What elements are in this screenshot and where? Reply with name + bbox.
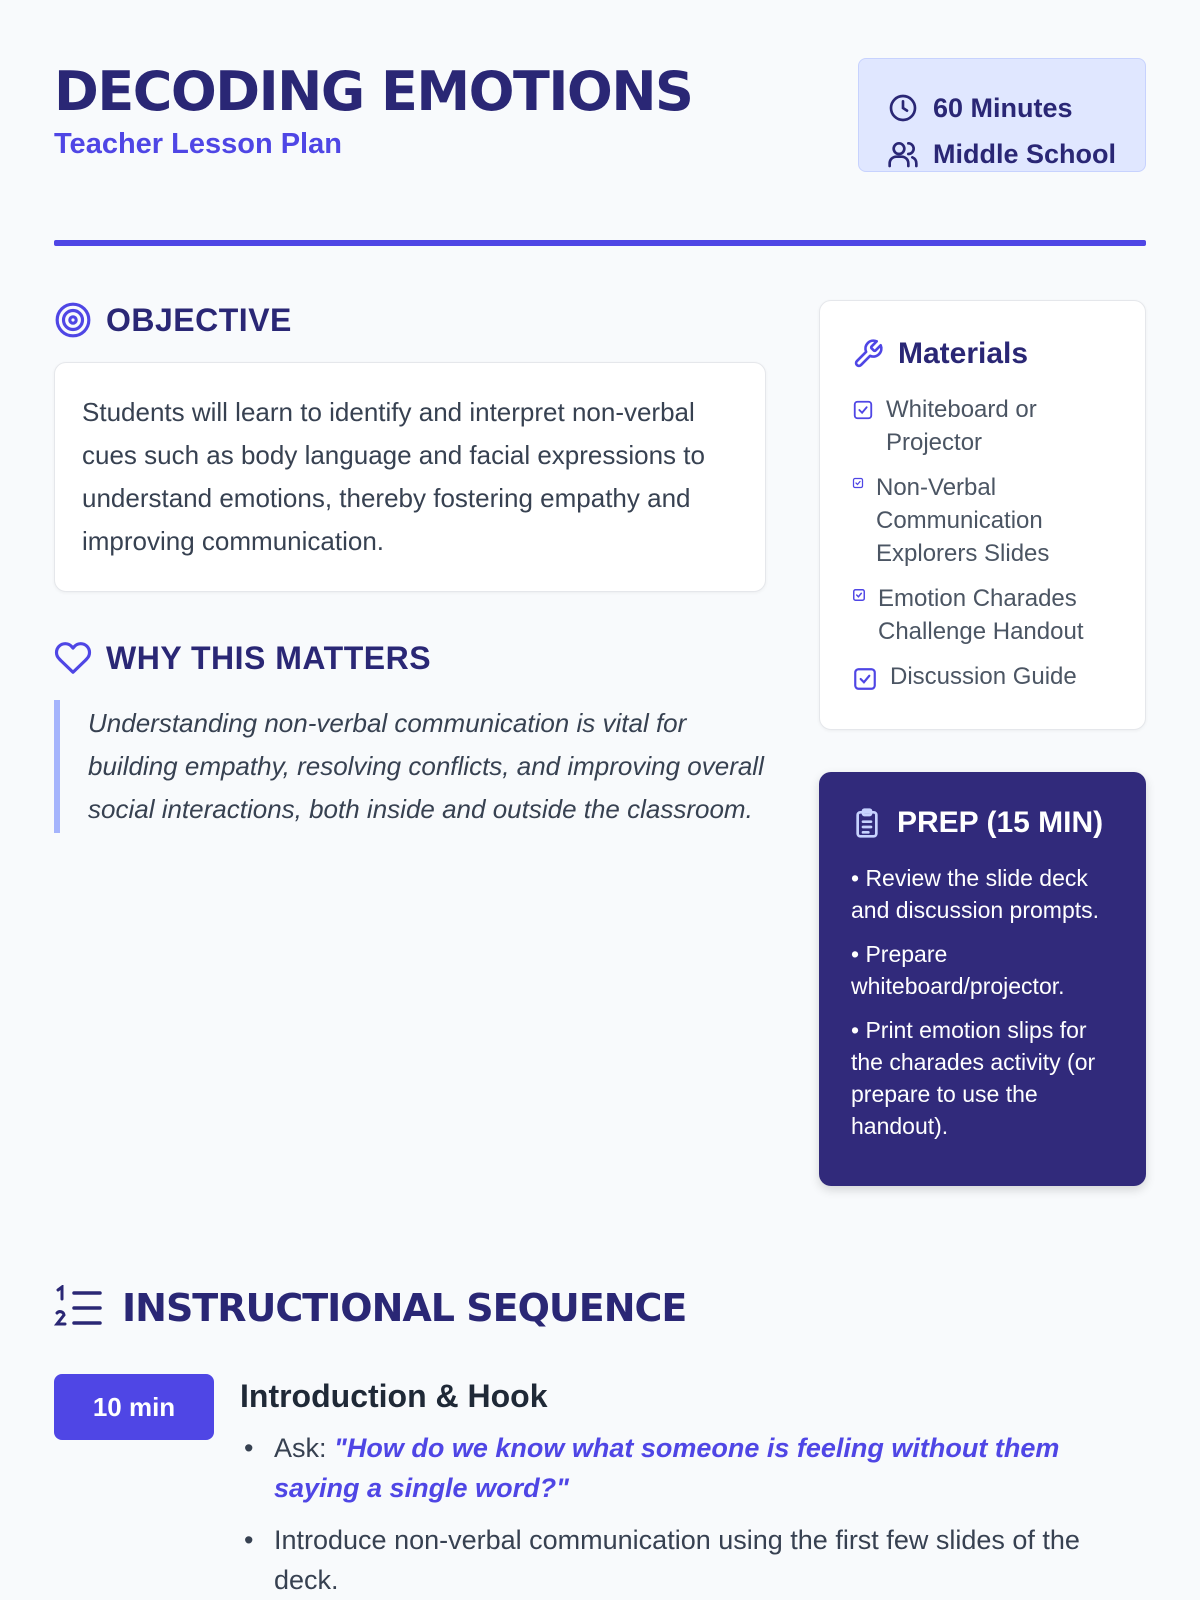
page-subtitle: Teacher Lesson Plan <box>54 128 342 160</box>
why-quote: Understanding non-verbal communication is vital for building empathy, resolving conflicts, and improving overall social interactions, both inside and outside the classroom. <box>54 700 766 833</box>
checkbox-icon <box>852 588 866 602</box>
material-item-label: Discussion Guide <box>890 663 1077 690</box>
materials-card <box>819 300 1146 730</box>
users-icon <box>887 138 919 170</box>
objective-text: Students will learn to identify and interpret non-verbal cues such as body language and facial expressions to understand emotions, thereby fostering empathy and improving communication. <box>82 397 705 556</box>
material-item <box>852 471 1121 570</box>
material-item <box>852 582 1121 648</box>
list-ordered-icon <box>54 1285 104 1331</box>
audience-row <box>887 131 1145 177</box>
material-item-label: Emotion Charades Challenge Handout <box>878 585 1084 645</box>
checkbox-icon <box>852 399 874 421</box>
audience-label: Middle School <box>933 138 1117 169</box>
duration-label: 60 Minutes <box>933 92 1073 123</box>
materials-heading-text: Materials <box>898 337 1029 370</box>
prep-item: • Review the slide deck and discussion prompts. <box>851 865 1100 923</box>
left-column <box>54 300 766 833</box>
material-item-label: Whiteboard or Projector <box>886 396 1037 456</box>
sequence-step <box>54 1374 1146 1600</box>
material-item-label: Non-Verbal Communication Explorers Slides <box>876 474 1050 567</box>
step-bullet: • Introduce non-verbal communication using the first few slides of the deck. <box>240 1520 1146 1600</box>
page-title: DECODING EMOTIONS <box>54 60 693 123</box>
why-heading <box>54 638 766 678</box>
sequence-heading-text: INSTRUCTIONAL SEQUENCE <box>122 1286 687 1330</box>
clock-icon <box>887 92 919 124</box>
why-heading-text: WHY THIS MATTERS <box>106 639 432 676</box>
ask-question: "How do we know what someone is feeling without them saying a single word?" <box>274 1433 1060 1503</box>
wrench-icon <box>852 338 884 370</box>
material-item <box>852 660 1121 693</box>
objective-heading <box>54 300 766 340</box>
prep-card <box>819 772 1146 1186</box>
content-columns <box>54 300 1146 1310</box>
checkbox-icon <box>852 666 878 692</box>
clipboard-icon <box>851 807 883 839</box>
material-item <box>852 393 1121 459</box>
duration-row <box>887 85 1145 131</box>
prep-heading-text: PREP (15 MIN) <box>897 806 1104 839</box>
lesson-meta-box <box>858 58 1146 172</box>
heart-icon <box>54 639 92 677</box>
header <box>54 58 1146 246</box>
step-bullet <box>240 1428 1146 1508</box>
instructional-sequence <box>54 1280 1146 1600</box>
sequence-heading <box>54 1280 1146 1336</box>
prep-heading <box>851 806 1116 840</box>
target-icon <box>54 301 92 339</box>
step-body <box>240 1374 1146 1600</box>
checkbox-icon <box>852 477 864 489</box>
header-divider <box>54 240 1146 246</box>
step-title: Introduction & Hook <box>240 1378 548 1414</box>
objective-card <box>54 362 766 592</box>
prep-item: • Prepare whiteboard/projector. <box>851 941 1065 999</box>
materials-heading <box>852 337 1121 371</box>
prep-item: • Print emotion slips for the charades activity (or prepare to use the handout). <box>851 1017 1096 1139</box>
objective-heading-text: OBJECTIVE <box>106 301 292 338</box>
step-list <box>240 1428 1146 1600</box>
right-column <box>819 300 1146 1186</box>
time-badge: 10 min <box>54 1374 214 1440</box>
ask-label: Ask: <box>274 1433 327 1463</box>
